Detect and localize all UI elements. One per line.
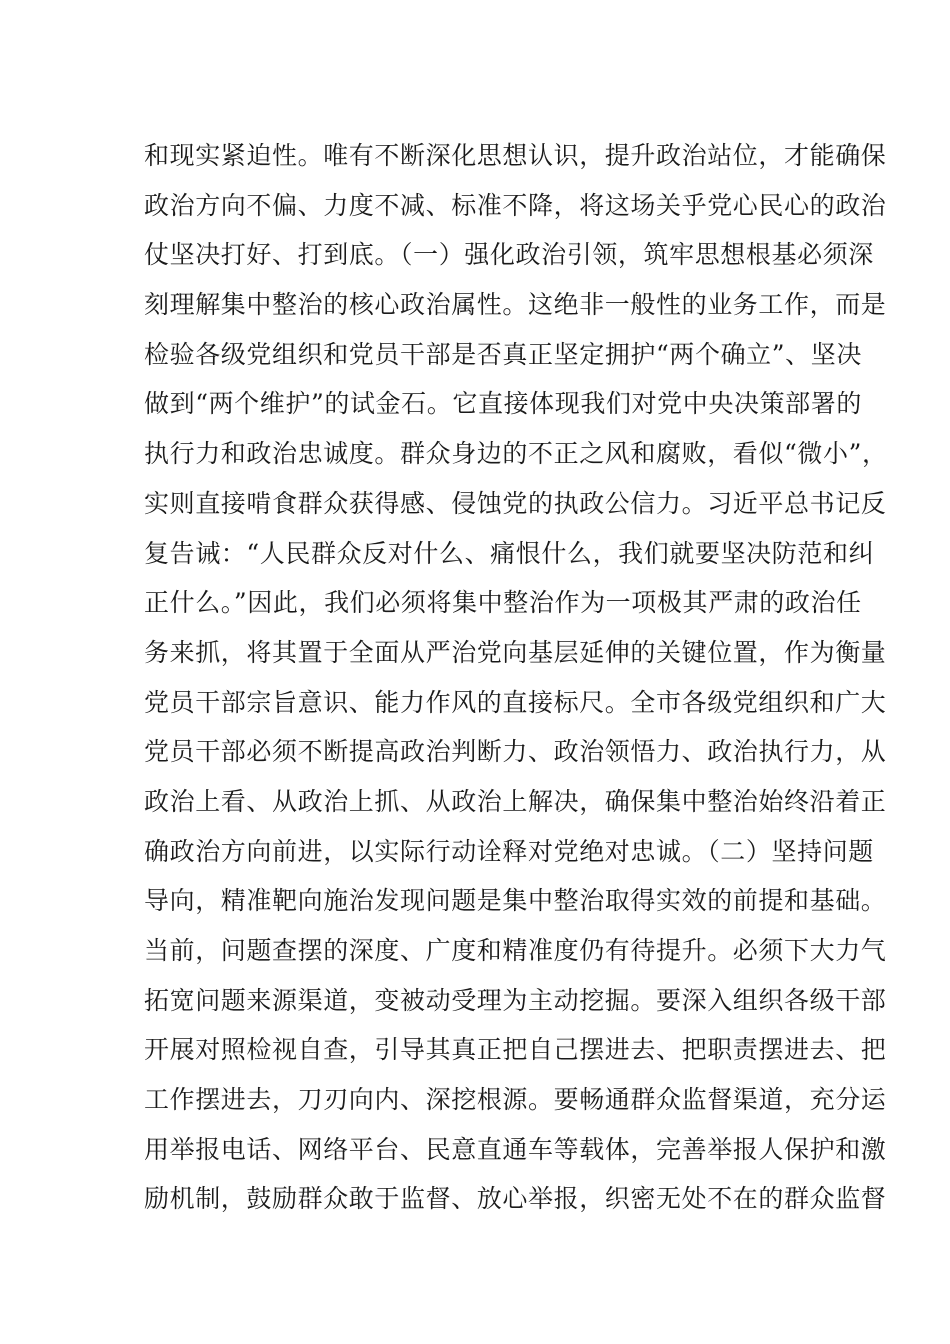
text-line-13: 党员干部必须不断提高政治判断力、政治领悟力、政治执行力，从 xyxy=(144,737,887,767)
text-line-16: 导向，精准靶向施治发现问题是集中整治取得实效的前提和基础。 xyxy=(144,886,887,916)
text-line-22: 励机制，鼓励群众敢于监督、放心举报，织密无处不在的群众监督 xyxy=(144,1184,887,1214)
text-line-20: 工作摆进去，刀刃向内、深挖根源。要畅通群众监督渠道，充分运 xyxy=(144,1085,887,1115)
text-line-5: 检验各级党组织和党员干部是否真正坚定拥护“两个确立”、坚决 xyxy=(144,339,862,369)
text-line-10: 正什么。”因此，我们必须将集中整治作为一项极其严肃的政治任 xyxy=(144,588,862,618)
text-line-6: 做到“两个维护”的试金石。它直接体现我们对党中央决策部署的 xyxy=(144,389,862,419)
text-line-4: 刻理解集中整治的核心政治属性。这绝非一般性的业务工作，而是 xyxy=(144,290,887,320)
text-line-3: 仗坚决打好、打到底。（一）强化政治引领，筑牢思想根基必须深 xyxy=(144,240,874,270)
text-line-12: 党员干部宗旨意识、能力作风的直接标尺。全市各级党组织和广大 xyxy=(144,687,887,717)
text-line-14: 政治上看、从政治上抓、从政治上解决，确保集中整治始终沿着正 xyxy=(144,786,887,816)
text-line-2: 政治方向不偏、力度不减、标准不降，将这场关乎党心民心的政治 xyxy=(144,190,887,220)
text-line-9: 复告诫：“人民群众反对什么、痛恨什么，我们就要坚决防范和纠 xyxy=(144,538,875,568)
text-line-1: 和现实紧迫性。唯有不断深化思想认识，提升政治站位，才能确保 xyxy=(144,141,887,170)
text-line-18: 拓宽问题来源渠道，变被动受理为主动挖掘。要深入组织各级干部 xyxy=(144,985,887,1015)
text-line-7: 执行力和政治忠诚度。群众身边的不正之风和腐败，看似“微小”， xyxy=(144,439,888,469)
text-line-8: 实则直接啃食群众获得感、侵蚀党的执政公信力。习近平总书记反 xyxy=(144,488,887,518)
text-line-15: 确政治方向前进，以实际行动诠释对党绝对忠诚。（二）坚持问题 xyxy=(144,836,874,866)
text-line-17: 当前，问题查摆的深度、广度和精准度仍有待提升。必须下大力气 xyxy=(144,936,887,965)
text-line-19: 开展对照检视自查，引导其真正把自己摆进去、把职责摆进去、把 xyxy=(144,1035,887,1065)
text-line-11: 务来抓，将其置于全面从严治党向基层延伸的关键位置，作为衡量 xyxy=(144,637,887,667)
text-line-21: 用举报电话、网络平台、民意直通车等载体，完善举报人保护和激 xyxy=(144,1134,887,1164)
body-text xyxy=(144,131,888,1224)
